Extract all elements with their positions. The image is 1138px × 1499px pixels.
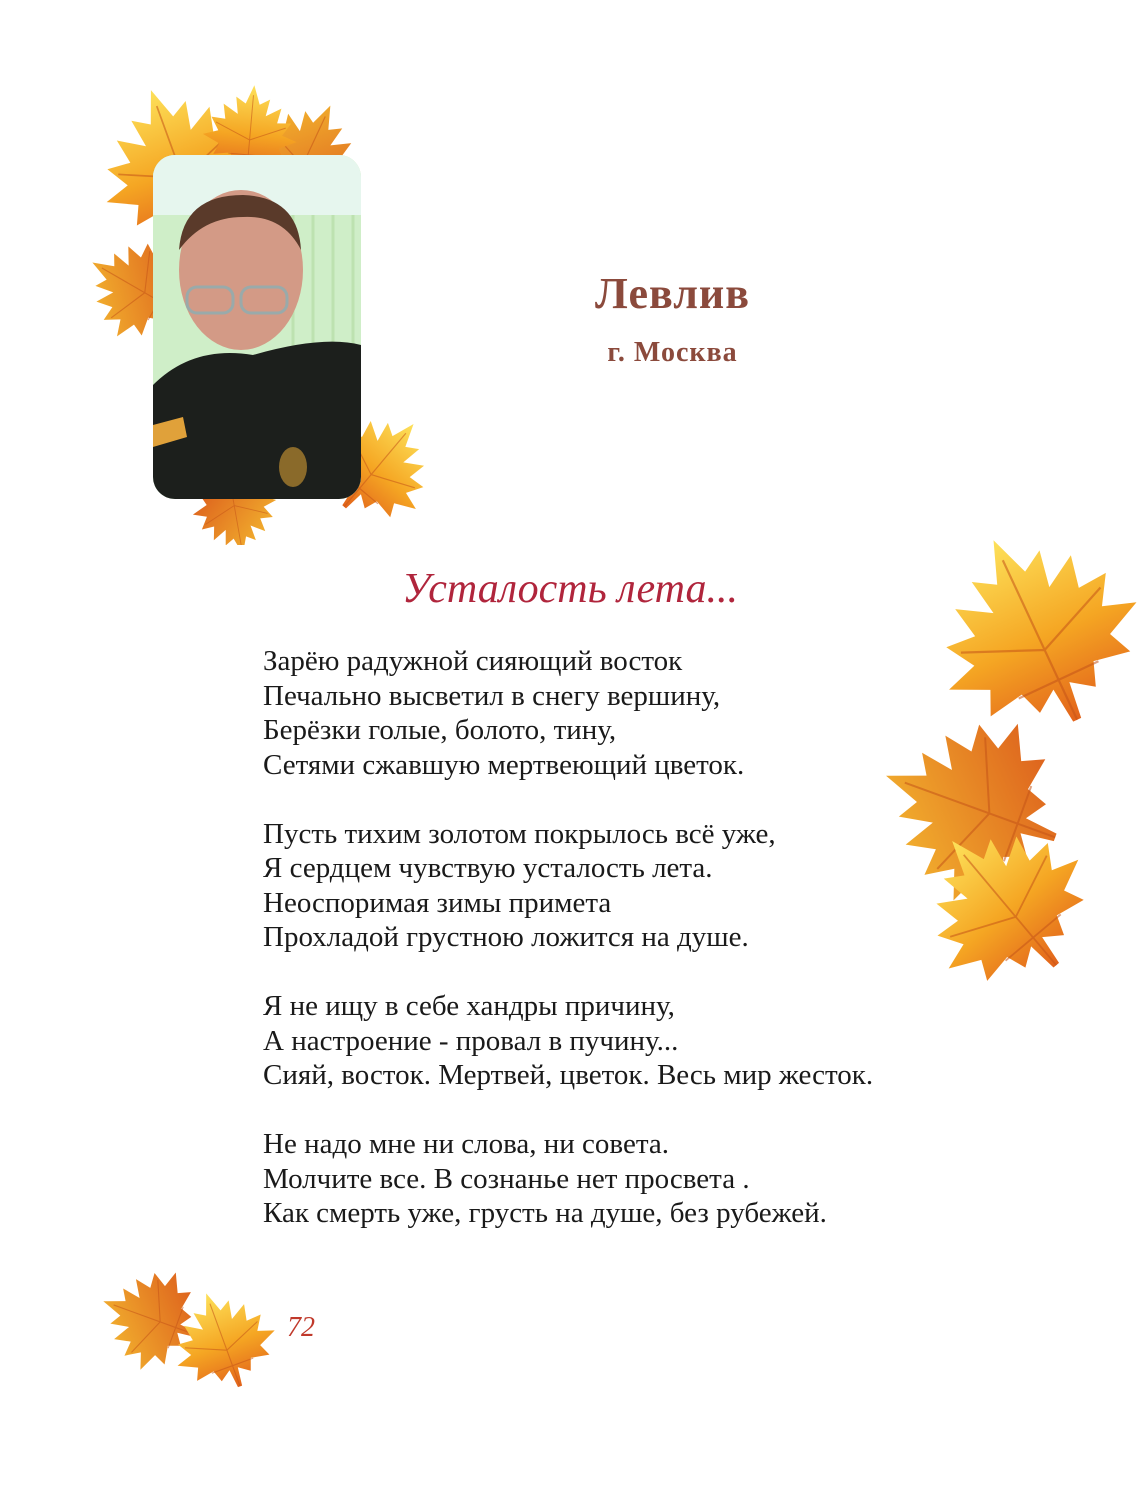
poem-line: Берёзки голые, болото, тину,: [263, 714, 617, 746]
poem-stanza: [263, 817, 983, 955]
poem-body: [263, 644, 983, 1265]
poem-line: Прохладой грустною ложится на душе.: [263, 921, 749, 953]
poem-line: Я сердцем чувствую усталость лета.: [263, 852, 713, 884]
author-photo: [153, 155, 361, 499]
author-city: г. Москва: [607, 337, 738, 368]
poem-line: А настроение - провал в пучину...: [263, 1024, 679, 1057]
poem-line: Я не ищу в себе хандры причину,: [263, 990, 675, 1022]
poem-line: Зарёю радужной сияющий восток: [263, 645, 683, 677]
page-number: 72: [287, 1312, 315, 1343]
poem-stanza: [263, 1127, 983, 1231]
poem-line: Печально высветил в снегу вершину,: [263, 679, 721, 712]
poem-stanza: [263, 644, 983, 782]
poem-line: Не надо мне ни слова, ни совета.: [263, 1128, 669, 1160]
poem-line: Как смерть уже, грусть на душе, без рубежей.: [263, 1197, 827, 1229]
poem-line: Молчите все. В сознанье нет просвета .: [263, 1162, 750, 1195]
poem-line: Сияй, восток. Мертвей, цветок. Весь мир жесток.: [263, 1059, 874, 1091]
poem-stanza: [263, 989, 983, 1093]
author-name: Левлив: [595, 269, 750, 318]
maple-leaves-decoration-footer: [85, 1265, 285, 1405]
poem-line: Неоспоримая зимы примета: [263, 886, 612, 919]
poem-line: Сетями сжавшую мертвеющий цветок.: [263, 748, 745, 781]
poem-line: Пусть тихим золотом покрылось всё уже,: [263, 817, 776, 850]
poem-title: Усталость лета...: [402, 566, 738, 612]
